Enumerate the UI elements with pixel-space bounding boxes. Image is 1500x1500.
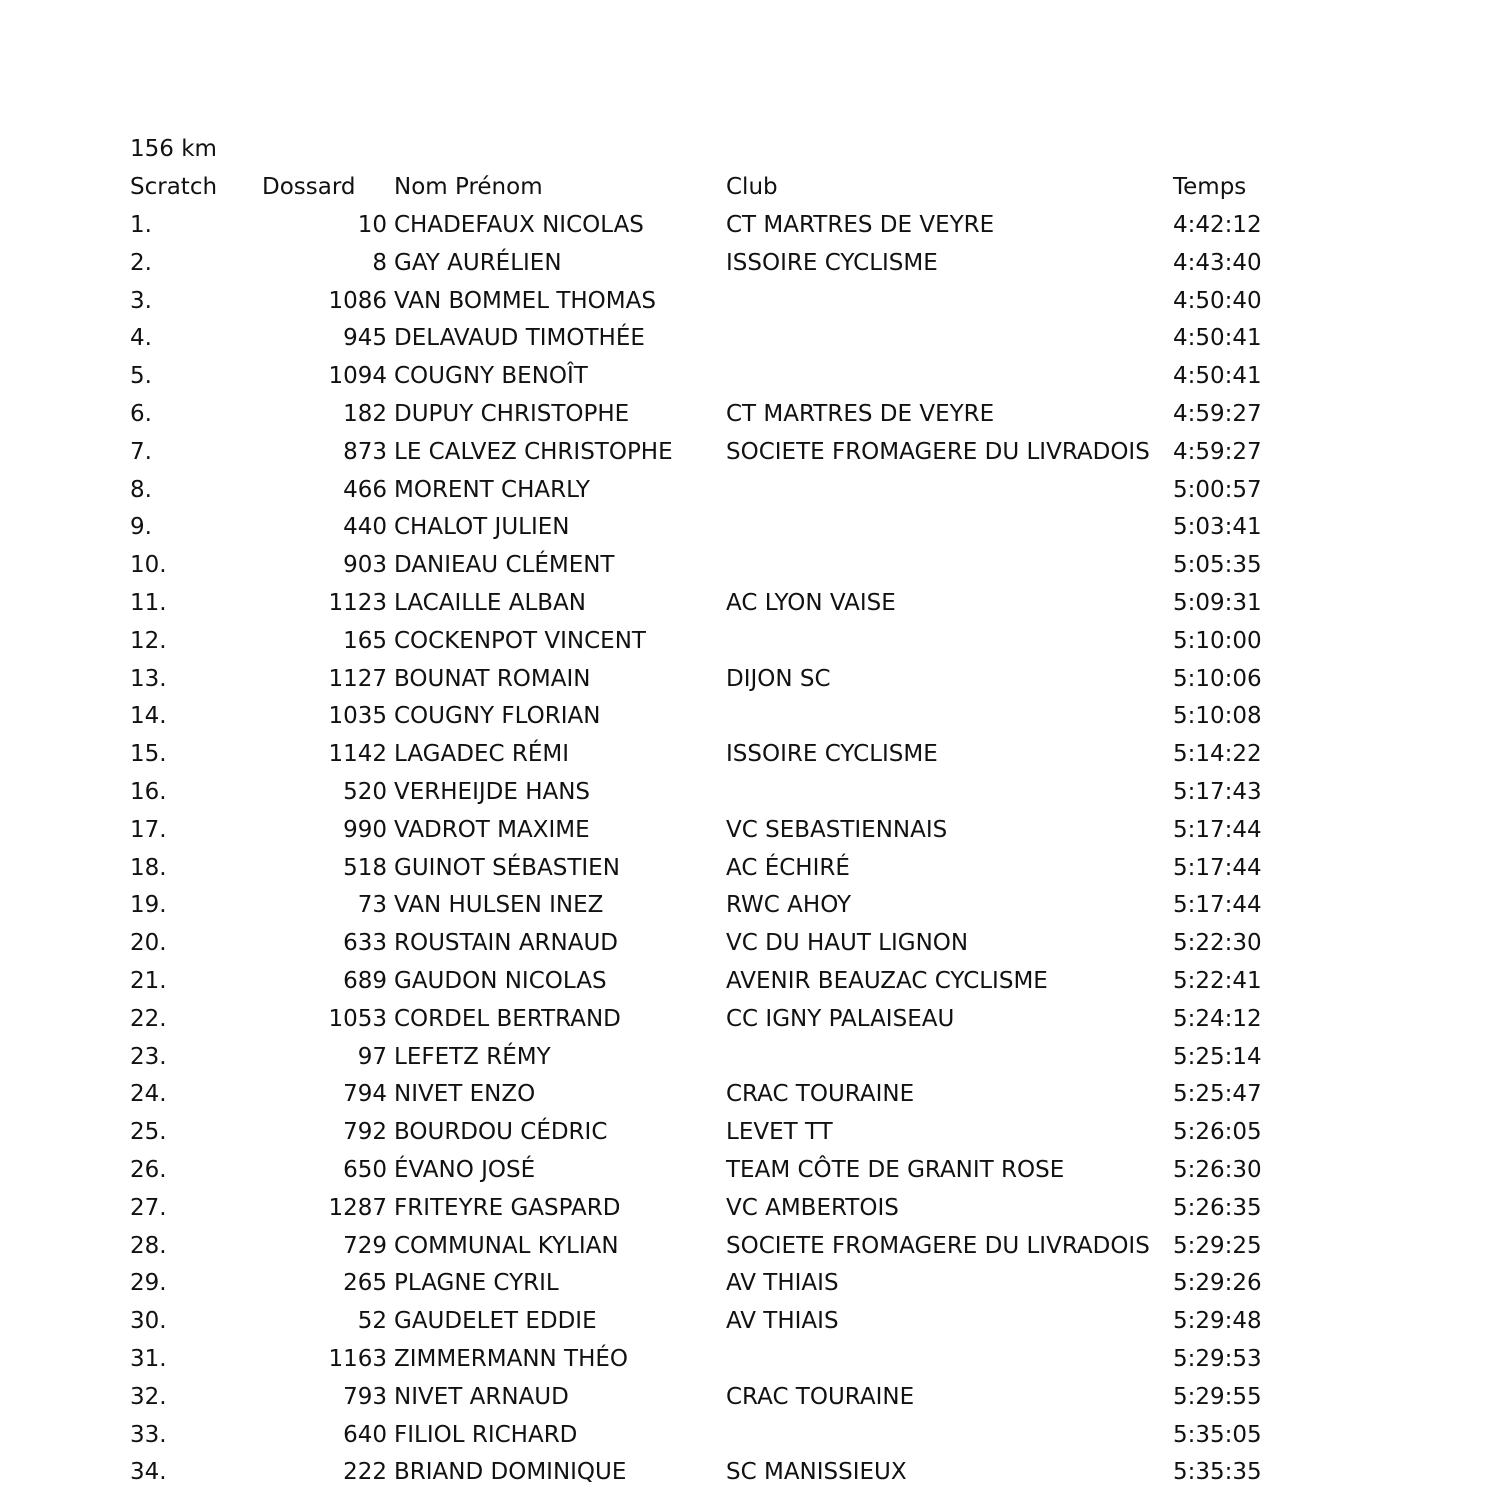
dossard-cell: 729 (343, 1232, 387, 1259)
rank-cell: 25. (130, 1119, 167, 1146)
table-row (0, 550, 1500, 588)
rank-cell: 21. (130, 968, 167, 994)
name-cell: ROUSTAIN ARNAUD (394, 930, 619, 957)
club-cell: DIJON SC (726, 665, 831, 692)
rank-cell: 19. (130, 892, 167, 919)
dossard-cell: 650 (343, 1157, 387, 1183)
table-row (0, 475, 1500, 513)
dossard-cell: 1142 (328, 741, 387, 768)
time-cell: 5:22:30 (1173, 930, 1262, 957)
table-row (0, 664, 1500, 702)
table-row (0, 512, 1500, 550)
club-cell: ISSOIRE CYCLISME (726, 741, 938, 768)
dossard-cell: 873 (343, 438, 387, 465)
dossard-cell: 8 (372, 249, 387, 276)
rank-cell: 4. (130, 325, 152, 352)
name-cell: CORDEL BERTRAND (394, 1005, 621, 1032)
time-cell: 4:50:41 (1173, 325, 1262, 352)
club-cell: AC ÉCHIRÉ (726, 854, 850, 881)
table-row (0, 1268, 1500, 1306)
time-cell: 5:17:43 (1173, 779, 1262, 805)
club-cell: VC AMBERTOIS (726, 1194, 899, 1221)
table-row (0, 1344, 1500, 1382)
table-row (0, 286, 1500, 324)
club-cell: AV THIAIS (726, 1308, 839, 1335)
dossard-cell: 52 (357, 1308, 387, 1335)
time-cell: 5:29:26 (1173, 1270, 1262, 1297)
table-row (0, 1382, 1500, 1420)
name-cell: BOUNAT ROMAIN (394, 665, 591, 692)
club-cell: LEVET TT (726, 1119, 833, 1146)
dossard-cell: 633 (343, 930, 387, 957)
rank-cell: 7. (130, 438, 152, 465)
name-cell: GAUDELET EDDIE (394, 1308, 597, 1335)
rank-cell: 28. (130, 1232, 167, 1259)
table-row (0, 1155, 1500, 1193)
name-cell: LE CALVEZ CHRISTOPHE (394, 438, 673, 465)
name-cell: COUGNY BENOÎT (394, 363, 588, 390)
name-cell: FILIOL RICHARD (394, 1421, 578, 1448)
table-row (0, 890, 1500, 928)
club-cell: TEAM CÔTE DE GRANIT ROSE (726, 1157, 1065, 1183)
rank-cell: 3. (130, 287, 152, 314)
dossard-cell: 182 (343, 401, 387, 427)
table-row (0, 1457, 1500, 1495)
rank-cell: 6. (130, 401, 152, 427)
dossard-cell: 1163 (328, 1346, 387, 1372)
rank-cell: 1. (130, 212, 152, 238)
name-cell: MORENT CHARLY (394, 476, 590, 503)
dossard-cell: 990 (343, 816, 387, 843)
table-row (0, 1117, 1500, 1155)
rank-cell: 17. (130, 816, 167, 843)
table-row (0, 1306, 1500, 1344)
dossard-cell: 689 (343, 968, 387, 994)
rank-cell: 29. (130, 1270, 167, 1297)
rank-cell: 31. (130, 1346, 167, 1372)
time-cell: 5:17:44 (1173, 854, 1262, 881)
rank-cell: 20. (130, 930, 167, 957)
time-cell: 4:50:41 (1173, 363, 1262, 390)
name-cell: GAY AURÉLIEN (394, 249, 562, 276)
table-row (0, 1231, 1500, 1269)
time-cell: 5:10:06 (1173, 665, 1262, 692)
table-row (0, 701, 1500, 739)
rank-cell: 15. (130, 741, 167, 768)
race-distance: 156 km (130, 136, 217, 162)
rank-cell: 26. (130, 1157, 167, 1183)
name-cell: ZIMMERMANN THÉO (394, 1346, 629, 1372)
club-cell: RWC AHOY (726, 892, 852, 919)
name-cell: VAN BOMMEL THOMAS (394, 287, 656, 314)
rank-cell: 32. (130, 1383, 167, 1410)
name-cell: COUGNY FLORIAN (394, 703, 601, 730)
table-header (0, 172, 1500, 210)
rank-cell: 8. (130, 476, 152, 503)
name-cell: VERHEIJDE HANS (394, 779, 591, 805)
header-name: Nom Prénom (394, 174, 543, 200)
header-dossard: Dossard (262, 174, 356, 200)
time-cell: 5:35:05 (1173, 1421, 1262, 1448)
club-cell: AVENIR BEAUZAC CYCLISME (726, 968, 1048, 994)
dossard-cell: 945 (343, 325, 387, 352)
dossard-cell: 1287 (328, 1194, 387, 1221)
time-cell: 4:50:40 (1173, 287, 1262, 314)
name-cell: LACAILLE ALBAN (394, 590, 586, 616)
table-row (0, 853, 1500, 891)
time-cell: 4:42:12 (1173, 212, 1262, 238)
name-cell: LAGADEC RÉMI (394, 741, 569, 768)
time-cell: 5:10:08 (1173, 703, 1262, 730)
dossard-cell: 440 (343, 514, 387, 541)
name-cell: VADROT MAXIME (394, 816, 590, 843)
name-cell: VAN HULSEN INEZ (394, 892, 604, 919)
club-cell: VC DU HAUT LIGNON (726, 930, 969, 957)
club-cell: AC LYON VAISE (726, 590, 896, 616)
name-cell: LEFETZ RÉMY (394, 1043, 551, 1070)
name-cell: BOURDOU CÉDRIC (394, 1119, 608, 1146)
club-cell: SC MANISSIEUX (726, 1459, 907, 1486)
time-cell: 4:59:27 (1173, 438, 1262, 465)
club-cell: CC IGNY PALAISEAU (726, 1005, 955, 1032)
rank-cell: 33. (130, 1421, 167, 1448)
dossard-cell: 1094 (328, 363, 387, 390)
rank-cell: 10. (130, 552, 167, 579)
rank-cell: 12. (130, 627, 167, 654)
name-cell: ÉVANO JOSÉ (394, 1157, 536, 1183)
time-cell: 5:09:31 (1173, 590, 1262, 616)
dossard-cell: 73 (357, 892, 387, 919)
time-cell: 5:35:35 (1173, 1459, 1262, 1486)
time-cell: 4:59:27 (1173, 401, 1262, 427)
name-cell: GUINOT SÉBASTIEN (394, 854, 620, 881)
table-row (0, 588, 1500, 626)
rank-cell: 2. (130, 249, 152, 276)
rank-cell: 13. (130, 665, 167, 692)
time-cell: 5:03:41 (1173, 514, 1262, 541)
name-cell: CHALOT JULIEN (394, 514, 570, 541)
name-cell: DUPUY CHRISTOPHE (394, 401, 630, 427)
time-cell: 5:29:48 (1173, 1308, 1262, 1335)
rank-cell: 5. (130, 363, 152, 390)
dossard-cell: 793 (343, 1383, 387, 1410)
table-row (0, 399, 1500, 437)
time-cell: 5:26:35 (1173, 1194, 1262, 1221)
rank-cell: 11. (130, 590, 167, 616)
name-cell: NIVET ENZO (394, 1081, 536, 1108)
time-cell: 5:29:25 (1173, 1232, 1262, 1259)
rank-cell: 23. (130, 1043, 167, 1070)
club-cell: AV THIAIS (726, 1270, 839, 1297)
header-scratch: Scratch (130, 174, 218, 200)
table-row (0, 1004, 1500, 1042)
dossard-cell: 640 (343, 1421, 387, 1448)
dossard-cell: 165 (343, 627, 387, 654)
time-cell: 5:17:44 (1173, 892, 1262, 919)
table-row (0, 966, 1500, 1004)
rank-cell: 24. (130, 1081, 167, 1108)
club-cell: VC SEBASTIENNAIS (726, 816, 948, 843)
table-row (0, 1042, 1500, 1080)
table-row (0, 1420, 1500, 1458)
dossard-cell: 10 (357, 212, 387, 238)
table-row (0, 928, 1500, 966)
dossard-cell: 518 (343, 854, 387, 881)
time-cell: 5:26:05 (1173, 1119, 1262, 1146)
rank-cell: 34. (130, 1459, 167, 1486)
time-cell: 5:24:12 (1173, 1005, 1262, 1032)
time-cell: 5:29:55 (1173, 1383, 1262, 1410)
dossard-cell: 97 (357, 1043, 387, 1070)
name-cell: FRITEYRE GASPARD (394, 1194, 621, 1221)
table-row (0, 626, 1500, 664)
name-cell: NIVET ARNAUD (394, 1383, 569, 1410)
name-cell: COCKENPOT VINCENT (394, 627, 646, 654)
club-cell: CT MARTRES DE VEYRE (726, 401, 995, 427)
table-row (0, 437, 1500, 475)
name-cell: DANIEAU CLÉMENT (394, 552, 615, 579)
rank-cell: 14. (130, 703, 167, 730)
dossard-cell: 792 (343, 1119, 387, 1146)
rank-cell: 22. (130, 1005, 167, 1032)
club-cell: CT MARTRES DE VEYRE (726, 212, 995, 238)
header-time: Temps (1173, 174, 1247, 200)
name-cell: BRIAND DOMINIQUE (394, 1459, 627, 1486)
table-row (0, 210, 1500, 248)
club-cell: SOCIETE FROMAGERE DU LIVRADOIS (726, 438, 1150, 465)
time-cell: 4:43:40 (1173, 249, 1262, 276)
name-cell: CHADEFAUX NICOLAS (394, 212, 644, 238)
time-cell: 5:22:41 (1173, 968, 1262, 994)
club-cell: SOCIETE FROMAGERE DU LIVRADOIS (726, 1232, 1150, 1259)
dossard-cell: 903 (343, 552, 387, 579)
rank-cell: 9. (130, 514, 152, 541)
rank-cell: 16. (130, 779, 167, 805)
dossard-cell: 520 (343, 779, 387, 805)
time-cell: 5:17:44 (1173, 816, 1262, 843)
table-row (0, 739, 1500, 777)
dossard-cell: 466 (343, 476, 387, 503)
rank-cell: 18. (130, 854, 167, 881)
rank-cell: 30. (130, 1308, 167, 1335)
table-row (0, 815, 1500, 853)
dossard-cell: 1053 (328, 1005, 387, 1032)
time-cell: 5:00:57 (1173, 476, 1262, 503)
table-row (0, 323, 1500, 361)
dossard-cell: 794 (343, 1081, 387, 1108)
dossard-cell: 265 (343, 1270, 387, 1297)
table-row (0, 1193, 1500, 1231)
table-row (0, 361, 1500, 399)
club-cell: CRAC TOURAINE (726, 1081, 915, 1108)
time-cell: 5:25:14 (1173, 1043, 1262, 1070)
time-cell: 5:25:47 (1173, 1081, 1262, 1108)
time-cell: 5:14:22 (1173, 741, 1262, 768)
time-cell: 5:10:00 (1173, 627, 1262, 654)
dossard-cell: 222 (343, 1459, 387, 1486)
rank-cell: 27. (130, 1194, 167, 1221)
time-cell: 5:29:53 (1173, 1346, 1262, 1372)
header-club: Club (726, 174, 778, 200)
time-cell: 5:26:30 (1173, 1157, 1262, 1183)
name-cell: GAUDON NICOLAS (394, 968, 607, 994)
dossard-cell: 1127 (328, 665, 387, 692)
table-row (0, 777, 1500, 815)
dossard-cell: 1123 (328, 590, 387, 616)
time-cell: 5:05:35 (1173, 552, 1262, 579)
club-cell: ISSOIRE CYCLISME (726, 249, 938, 276)
dossard-cell: 1086 (328, 287, 387, 314)
table-row (0, 1079, 1500, 1117)
name-cell: PLAGNE CYRIL (394, 1270, 559, 1297)
dossard-cell: 1035 (328, 703, 387, 730)
club-cell: CRAC TOURAINE (726, 1383, 915, 1410)
name-cell: DELAVAUD TIMOTHÉE (394, 325, 645, 352)
name-cell: COMMUNAL KYLIAN (394, 1232, 619, 1259)
table-row (0, 248, 1500, 286)
